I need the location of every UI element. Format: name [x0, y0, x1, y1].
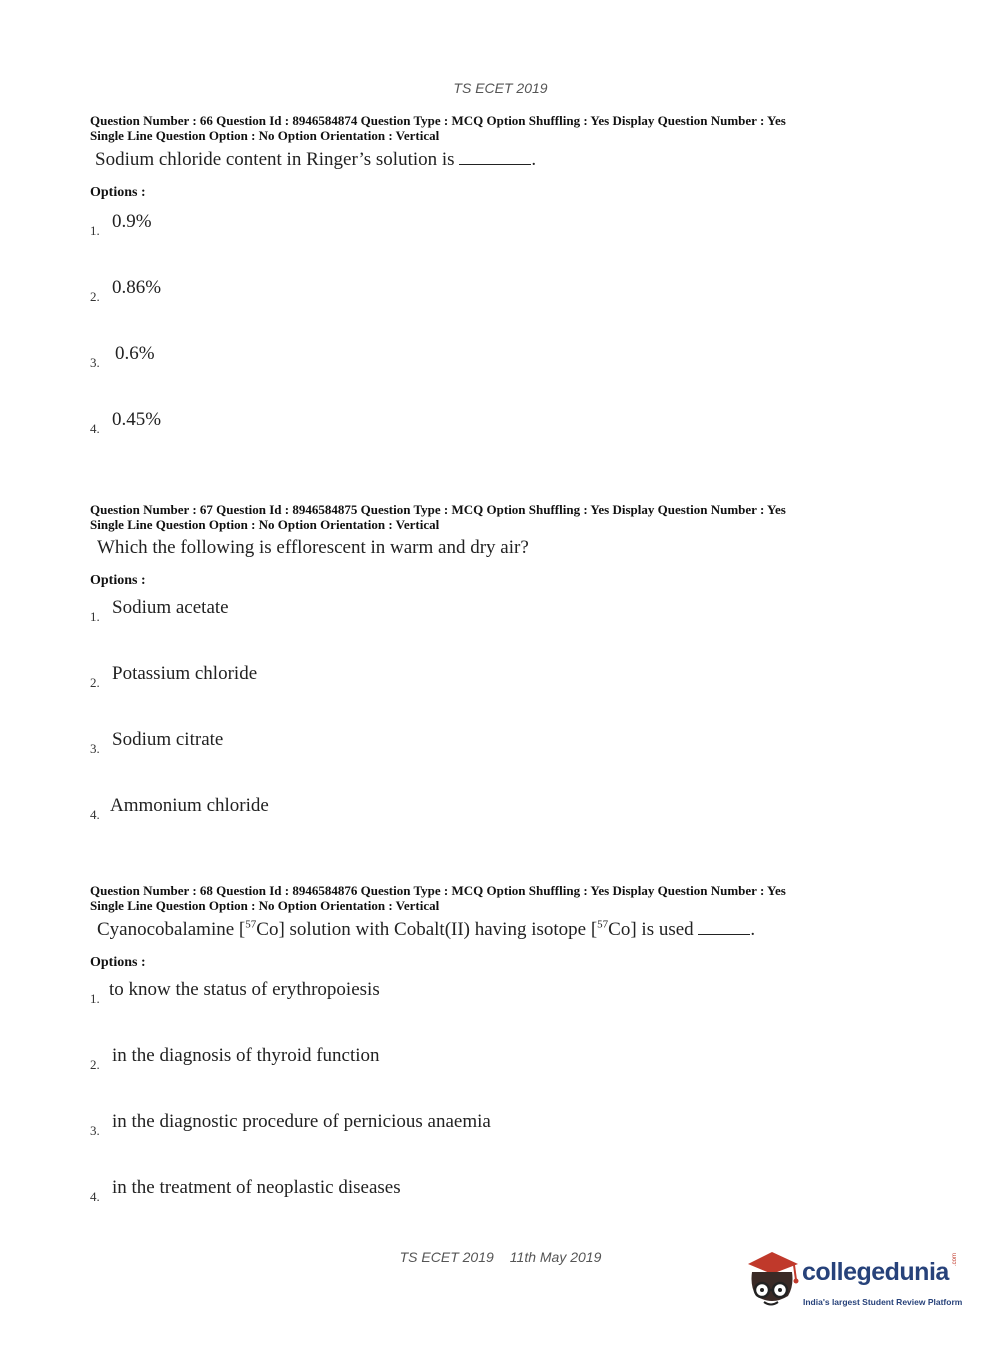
question-text-end: .	[750, 919, 756, 940]
option-text: 0.45%	[112, 409, 162, 430]
option-text: to know the status of erythropoiesis	[109, 979, 380, 1000]
option-number: 1.	[90, 991, 100, 1006]
option-text: in the diagnostic procedure of pernicious anaemia	[112, 1111, 491, 1132]
question-meta-line2: Single Line Question Option : No Option Orientation : Vertical	[90, 898, 440, 913]
question-text	[97, 918, 890, 941]
question-text-end: .	[531, 149, 537, 170]
option-number: 4.	[90, 421, 100, 436]
student-mascot-icon	[742, 1250, 802, 1312]
question-meta-line1: Question Number : 66 Question Id : 8946584874 Question Type : MCQ Option Shuffling : Yes Display Question Number : Yes	[90, 113, 786, 128]
question-text-part: Co] solution with Cobalt(II) having isotope [	[256, 919, 598, 940]
options-label: Options :	[90, 955, 146, 970]
option-number: 2.	[90, 675, 100, 690]
option-text: in the treatment of neoplastic diseases	[112, 1177, 401, 1198]
collegedunia-logo	[742, 1250, 972, 1320]
option-text: in the diagnosis of thyroid function	[112, 1045, 380, 1066]
option-number: 2.	[90, 1057, 100, 1072]
option-number: 4.	[90, 807, 100, 822]
question-meta-line1: Question Number : 67 Question Id : 8946584875 Question Type : MCQ Option Shuffling : Yes Display Question Number : Yes	[90, 502, 786, 517]
option-3	[90, 343, 890, 409]
option-4	[90, 409, 890, 475]
option-number: 3.	[90, 355, 100, 370]
option-text: Sodium citrate	[112, 729, 224, 750]
option-number: 1.	[90, 609, 100, 624]
option-3	[90, 1111, 890, 1177]
option-number: 1.	[90, 223, 100, 238]
question-text	[95, 148, 890, 171]
question-text-body: Sodium chloride content in Ringer’s solution is	[95, 149, 455, 170]
option-number: 3.	[90, 741, 100, 756]
page-header: TS ECET 2019	[453, 80, 548, 96]
option-1	[90, 979, 890, 1045]
answer-blank	[698, 918, 750, 935]
option-text: Ammonium chloride	[110, 795, 269, 816]
option-2	[90, 1045, 890, 1111]
option-1	[90, 597, 890, 663]
isotope-superscript: 57	[597, 918, 609, 931]
logo-name: collegedunia	[802, 1258, 949, 1286]
options-label: Options :	[90, 185, 146, 200]
option-1	[90, 211, 890, 277]
footer-date: 11th May 2019	[509, 1249, 602, 1265]
question-66	[90, 113, 890, 475]
option-text: 0.86%	[112, 277, 162, 298]
option-4	[90, 1177, 890, 1243]
option-2	[90, 663, 890, 729]
question-67	[90, 502, 890, 861]
option-2	[90, 277, 890, 343]
option-4	[90, 795, 890, 861]
question-meta-line2: Single Line Question Option : No Option Orientation : Vertical	[90, 128, 440, 143]
option-text: Sodium acetate	[112, 597, 229, 618]
answer-blank	[459, 148, 531, 165]
option-number: 4.	[90, 1189, 100, 1204]
question-text-part: Co] is used	[608, 919, 694, 940]
question-text-part: Cyanocobalamine [	[97, 919, 246, 940]
isotope-superscript: 57	[245, 918, 257, 931]
option-text: Potassium chloride	[112, 663, 258, 684]
question-text: Which the following is efflorescent in warm and dry air?	[97, 537, 529, 558]
footer-exam: TS ECET 2019	[399, 1249, 494, 1265]
option-3	[90, 729, 890, 795]
options-label: Options :	[90, 573, 146, 588]
logo-tagline: India's largest Student Review Platform	[803, 1297, 963, 1307]
logo-domain-suffix: .com	[952, 1252, 958, 1266]
option-number: 3.	[90, 1123, 100, 1138]
option-text: 0.6%	[115, 343, 155, 364]
question-meta-line1: Question Number : 68 Question Id : 8946584876 Question Type : MCQ Option Shuffling : Yes Display Question Number : Yes	[90, 883, 786, 898]
question-meta-line2: Single Line Question Option : No Option Orientation : Vertical	[90, 517, 440, 532]
option-text: 0.9%	[112, 211, 152, 232]
question-68	[90, 883, 890, 1243]
option-number: 2.	[90, 289, 100, 304]
